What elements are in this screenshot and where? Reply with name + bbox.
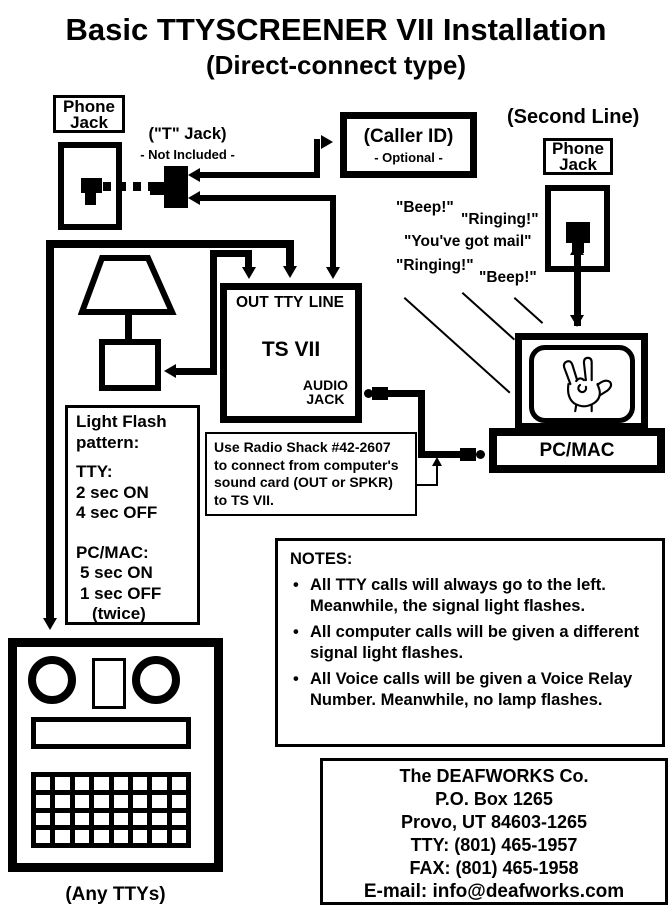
tty-key xyxy=(114,830,128,843)
arrowhead-into-tty-port xyxy=(283,266,297,278)
sound-quote-1: "Beep!" xyxy=(396,199,454,216)
arrowhead-into-out-port xyxy=(242,267,256,279)
caller-id-sub: - Optional - xyxy=(374,150,443,165)
arrowhead-into-tjack-a xyxy=(188,168,200,182)
contact-company: The DEAFWORKS Co. xyxy=(399,766,589,786)
audio-jack-label: AUDIO JACK xyxy=(302,377,348,407)
audio-cable-v xyxy=(418,390,425,458)
notes-box xyxy=(275,538,665,747)
t-jack-icon-stem xyxy=(150,182,165,195)
light-flash-line: 1 sec OFF xyxy=(80,583,162,603)
tty-key xyxy=(55,777,69,790)
tty-key xyxy=(55,813,69,826)
tty-key xyxy=(94,813,108,826)
tty-key xyxy=(75,777,89,790)
light-flash-line: (twice) xyxy=(92,604,146,623)
port-label-line: LINE xyxy=(308,294,344,311)
tty-key xyxy=(94,830,108,843)
sound-quote-3: "You've got mail" xyxy=(404,233,532,250)
tty-key xyxy=(114,795,128,808)
tty-key xyxy=(55,795,69,808)
contact-email: E-mail: info@deafworks.com xyxy=(363,881,625,902)
cable-tjack-line-h xyxy=(199,195,336,201)
tty-display xyxy=(31,717,191,749)
arrowhead-into-tty-machine xyxy=(43,618,57,630)
phone-jack-2-label-box xyxy=(543,138,613,175)
radio-note-pointer-v xyxy=(436,466,438,486)
contact-pobox: P.O. Box 1265 xyxy=(435,789,553,809)
contact-tty: TTY: (801) 465-1957 xyxy=(410,835,578,855)
radio-shack-note-box xyxy=(205,432,417,516)
sound-wave-line-2 xyxy=(462,292,515,340)
light-flash-line: 2 sec ON xyxy=(76,482,149,502)
ts-vii-box xyxy=(220,283,362,423)
t-jack-icon xyxy=(164,166,188,208)
tty-key xyxy=(172,795,186,808)
tty-key xyxy=(75,830,89,843)
cable-tty-v-left xyxy=(46,240,54,620)
tty-key xyxy=(55,830,69,843)
dashed-cord xyxy=(103,182,151,191)
arrowhead-into-jack2 xyxy=(570,243,584,255)
light-flash-line: Light Flash xyxy=(76,412,167,431)
tty-key xyxy=(152,813,166,826)
tty-key xyxy=(36,813,50,826)
tty-key xyxy=(172,813,186,826)
note-item-2: • All computer calls will be given a different signal light flashes. xyxy=(290,622,650,664)
arrowhead-into-monitor xyxy=(570,315,584,327)
note-item-3: • All Voice calls will be given a Voice Relay Number. Meanwhile, no lamp flashes. xyxy=(290,669,650,711)
cable-tty-h xyxy=(46,240,294,248)
port-label-out: OUT xyxy=(236,294,269,311)
radio-note-line: sound card (OUT or SPKR) xyxy=(214,474,393,490)
light-flash-line: pattern: xyxy=(76,432,140,452)
light-flash-line: 5 sec ON xyxy=(80,563,153,582)
phone-jack-1-label-line1: Phone xyxy=(63,97,115,116)
cable-lamp-h-bottom xyxy=(176,368,214,375)
cable-tjack-callerid-h xyxy=(199,172,316,178)
cable-tjack-callerid-v xyxy=(314,139,320,178)
light-flash-box xyxy=(65,405,200,625)
audio-plug-icon-2 xyxy=(460,448,476,461)
phone-plug-icon-1-tab xyxy=(85,193,96,205)
tty-key xyxy=(133,795,147,808)
caller-id-title: (Caller ID) xyxy=(363,126,454,147)
contact-fax: FAX: (801) 465-1958 xyxy=(409,858,579,878)
tty-key xyxy=(133,830,147,843)
audio-plug-icon-2-tip xyxy=(476,450,485,459)
light-flash-line: TTY: xyxy=(76,462,113,481)
tty-keyboard xyxy=(31,772,191,848)
light-flash-line: PC/MAC: xyxy=(76,542,149,562)
arrowhead-into-tjack-b xyxy=(188,191,200,205)
phone-jack-2-label-line2: Jack xyxy=(559,155,597,174)
phone-jack-1-label-box xyxy=(53,95,125,133)
any-ttys-caption: (Any TTYs) xyxy=(65,884,166,905)
phone-plug-icon-1 xyxy=(81,178,102,193)
light-flash-line: 4 sec OFF xyxy=(76,503,158,522)
radio-note-pointer-h xyxy=(417,484,438,486)
cable-tty-v-right xyxy=(286,240,294,268)
t-jack-sublabel: - Not Included - xyxy=(140,147,235,162)
tty-key xyxy=(36,795,50,808)
phone-plug-icon-2 xyxy=(566,222,590,243)
tty-key xyxy=(172,830,186,843)
caller-id-box xyxy=(340,112,477,178)
tty-key xyxy=(152,795,166,808)
note-item-1: • All TTY calls will always go to the left. Meanwhile, the signal light flashes. xyxy=(290,575,650,617)
cable-lamp-v-left xyxy=(210,250,217,375)
contact-box xyxy=(320,758,668,905)
pc-base-panel xyxy=(497,436,657,465)
tty-coupler-cup-right xyxy=(132,656,180,704)
tty-paper-slot xyxy=(92,658,126,709)
audio-cable-h1 xyxy=(386,390,422,397)
port-label-tty: TTY xyxy=(274,294,304,311)
arrowhead-into-callerid xyxy=(321,135,333,149)
tty-key xyxy=(152,830,166,843)
page-title: Basic TTYSCREENER VII Installation xyxy=(65,12,607,47)
radio-note-pointer-arrowhead xyxy=(432,457,442,466)
tty-machine xyxy=(8,638,223,872)
monitor-screen xyxy=(529,345,635,423)
sound-quote-4: "Ringing!" xyxy=(396,257,474,274)
tty-key xyxy=(75,795,89,808)
sound-quote-2: "Ringing!" xyxy=(461,211,539,228)
tty-key xyxy=(172,777,186,790)
tty-key xyxy=(114,777,128,790)
tty-key xyxy=(94,795,108,808)
tty-key xyxy=(133,777,147,790)
contact-city: Provo, UT 84603-1265 xyxy=(400,812,588,832)
device-name: TS VII xyxy=(261,338,321,361)
page-subtitle: (Direct-connect type) xyxy=(205,50,467,80)
ily-hand-icon xyxy=(551,354,613,414)
tty-key xyxy=(36,777,50,790)
tty-key xyxy=(133,813,147,826)
tty-key xyxy=(152,777,166,790)
radio-note-line: to TS VII. xyxy=(214,491,274,508)
tty-coupler-cup-left xyxy=(28,656,76,704)
tty-key xyxy=(36,830,50,843)
sound-wave-line-1 xyxy=(404,297,511,394)
second-line-heading: (Second Line) xyxy=(507,106,640,128)
sound-wave-line-3 xyxy=(514,297,544,324)
signal-lamp-icon xyxy=(78,252,180,394)
arrowhead-into-line-port xyxy=(326,267,340,279)
pc-mac-label: PC/MAC xyxy=(539,440,615,461)
t-jack-label: ("T" Jack) xyxy=(148,125,227,143)
phone-jack-1-label-line2: Jack xyxy=(70,113,108,132)
radio-note-line: Use Radio Shack #42-2607 xyxy=(214,439,391,455)
tty-key xyxy=(114,813,128,826)
tty-key xyxy=(94,777,108,790)
sound-quote-5: "Beep!" xyxy=(479,269,537,286)
tty-key xyxy=(75,813,89,826)
radio-note-line: to connect from computer's xyxy=(214,456,399,473)
phone-jack-2-label-line1: Phone xyxy=(552,139,604,158)
cable-tjack-line-v xyxy=(330,195,336,268)
notes-heading: NOTES: xyxy=(290,550,353,568)
